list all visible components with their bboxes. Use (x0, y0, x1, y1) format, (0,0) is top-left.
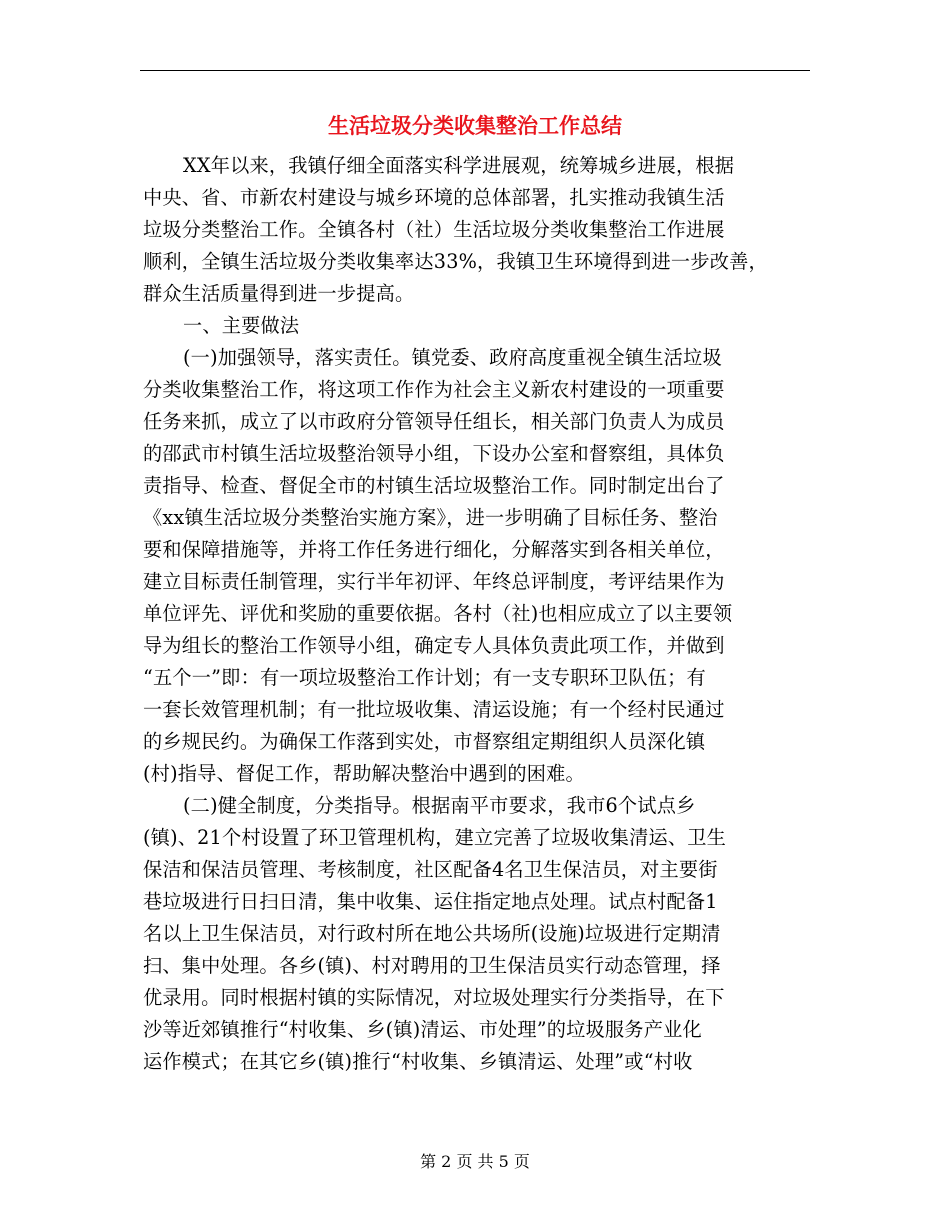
paragraph-line: 沙等近郊镇推行“村收集、乡(镇)清运、市处理”的垃圾服务产业化 (143, 1018, 702, 1041)
section-heading: 一、主要做法 (183, 314, 300, 337)
paragraph-line: 单位评先、评优和奖励的重要依据。各村（社)也相应成立了以主要领 (143, 602, 733, 625)
paragraph-line: 顺利，全镇生活垃圾分类收集率达33%，我镇卫生环境得到进一步改善， (143, 250, 768, 273)
paragraph-line: 任务来抓，成立了以市政府分管领导任组长，相关部门负责人为成员 (143, 410, 725, 433)
paragraph-line: (村)指导、督促工作，帮助解决整治中遇到的困难。 (143, 762, 585, 785)
paragraph-line: 中央、省、市新农村建设与城乡环境的总体部署，扎实推动我镇生活 (143, 186, 725, 209)
paragraph-line: “五个一”即：有一项垃圾整治工作计划；有一支专职环卫队伍；有 (143, 666, 706, 689)
paragraph-line: 《xx镇生活垃圾分类整治实施方案》，进一步明确了目标任务、整治 (143, 506, 718, 529)
paragraph-line: 建立目标责任制管理，实行半年初评、年终总评制度，考评结果作为 (143, 570, 725, 593)
paragraph-line: 要和保障措施等，并将工作任务进行细化，分解落实到各相关单位， (143, 538, 725, 561)
paragraph-line: 一套长效管理机制；有一批垃圾收集、清运设施；有一个经村民通过 (143, 698, 725, 721)
paragraph-line: 扫、集中处理。各乡(镇)、村对聘用的卫生保洁员实行动态管理，择 (143, 954, 721, 977)
paragraph-line: 名以上卫生保洁员，对行政村所在地公共场所(设施)垃圾进行定期清 (143, 922, 721, 945)
paragraph-line: 导为组长的整治工作领导小组，确定专人具体负责此项工作，并做到 (143, 634, 725, 657)
paragraph-line: 的乡规民约。为确保工作落到实处，市督察组定期组织人员深化镇 (143, 730, 706, 753)
paragraph-line: 群众生活质量得到进一步提高。 (143, 282, 415, 305)
paragraph-line: 巷垃圾进行日扫日清，集中收集、运住指定地点处理。试点村配备1 (143, 890, 718, 913)
paragraph-line: (一)加强领导，落实责任。镇党委、政府高度重视全镇生活垃圾 (183, 346, 722, 369)
page-number: 第 2 页 共 5 页 (420, 1152, 530, 1171)
paragraph-line: 责指导、检查、督促全市的村镇生活垃圾整治工作。同时制定出台了 (143, 474, 725, 497)
paragraph-line: XX年以来，我镇仔细全面落实科学进展观，统筹城乡进展，根据 (183, 154, 735, 177)
paragraph-line: 优录用。同时根据村镇的实际情况，对垃圾处理实行分类指导，在下 (143, 986, 725, 1009)
paragraph-line: 垃圾分类整治工作。全镇各村（社）生活垃圾分类收集整治工作进展 (143, 218, 725, 241)
paragraph-line: 保洁和保洁员管理、考核制度，社区配备4名卫生保洁员，对主要街 (143, 858, 718, 881)
paragraph-line: 运作模式；在其它乡(镇)推行“村收集、乡镇清运、处理”或“村收 (143, 1050, 693, 1073)
document-title: 生活垃圾分类收集整治工作总结 (328, 114, 622, 138)
paragraph-line: 的邵武市村镇生活垃圾整治领导小组，下设办公室和督察组，具体负 (143, 442, 725, 465)
header-rule (140, 70, 810, 71)
document-body (143, 150, 813, 1078)
paragraph-line: (二)健全制度，分类指导。根据南平市要求，我市6个试点乡 (183, 794, 696, 817)
paragraph-line: (镇)、21个村设置了环卫管理机构，建立完善了垃圾收集清运、卫生 (143, 826, 727, 849)
paragraph-line: 分类收集整治工作，将这项工作作为社会主义新农村建设的一项重要 (143, 378, 725, 401)
